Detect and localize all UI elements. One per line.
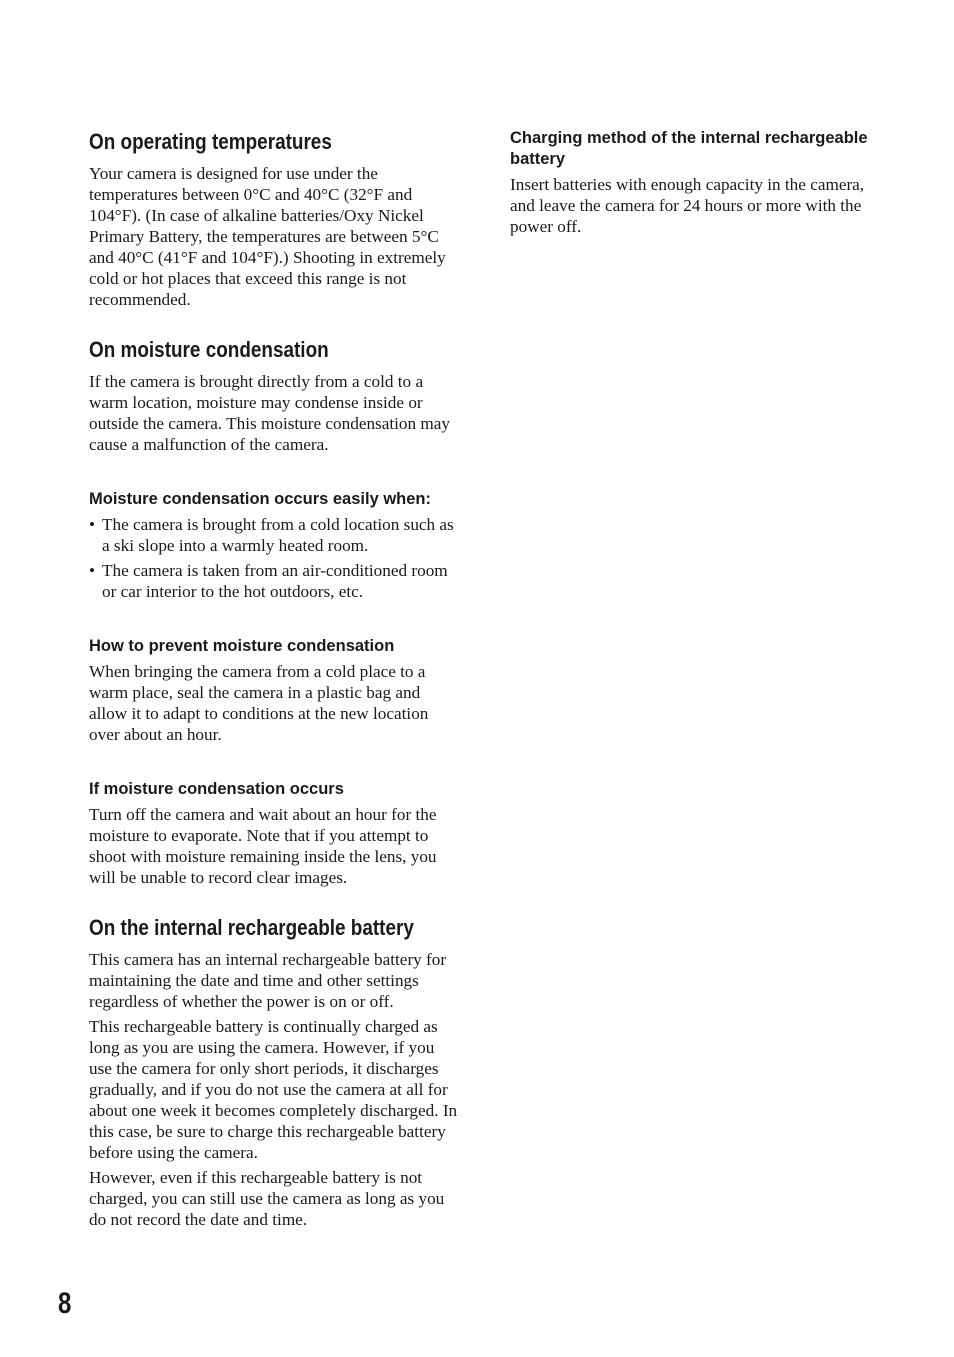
subsection-heading: How to prevent moisture condensation [89,637,395,655]
list-item-text: The camera is taken from an air-conditioned room or car interior to the hot outdoors, etc. [102,561,448,601]
list-item-text: The camera is brought from a cold location such as a ski slope into a warmly heated room. [102,515,454,555]
subsection-heading: If moisture condensation occurs [89,780,344,798]
left-column [89,128,461,1234]
paragraph: Insert batteries with enough capacity in the camera, and leave the camera for 24 hours or more with the power off. [510,175,865,236]
list-item [89,560,461,602]
list-item [89,514,461,556]
page-number: 8 [58,1287,72,1320]
section-charging-method [510,128,882,237]
paragraph: When bringing the camera from a cold place to a warm place, seal the camera in a plastic bag and allow it to adapt to conditions at the new location over about an hour. [89,662,429,744]
section-heading: On operating temperatures [89,129,332,154]
right-column [510,128,882,241]
section-heading: On moisture condensation [89,337,329,362]
section-operating-temperatures [89,128,461,310]
subsection-heading: Moisture condensation occurs easily when: [89,490,431,508]
section-internal-battery [89,914,461,1230]
paragraph: Your camera is designed for use under the temperatures between 0°C and 40°C (32°F and 104°F). (In case of alkaline batteries/Oxy Nickel Primary Battery, the temperatures are between 5°C and 40°C (41°F and 104°F).) Shooting in extremely cold or hot places that exceed this range is not recommended. [89,164,446,309]
section-heading: On the internal rechargeable battery [89,915,414,940]
bullet-icon: • [89,561,96,580]
section-moisture-condensation [89,336,461,888]
paragraph: This rechargeable battery is continually charged as long as you are using the camera. However, if you use the camera for only short periods, it discharges gradually, and if you do not use the camera at all for about one week it becomes completely discharged. In this case, be sure to charge this rechargeable battery before using the camera. [89,1017,458,1162]
subsection-heading: Charging method of the internal rechargeable battery [510,129,868,168]
paragraph: Turn off the camera and wait about an hour for the moisture to evaporate. Note that if you attempt to shoot with moisture remaining inside the lens, you will be unable to record clear images. [89,805,437,887]
bullet-icon: • [89,515,96,534]
paragraph: This camera has an internal rechargeable battery for maintaining the date and time and other settings regardless of whether the power is on or off. [89,950,447,1011]
paragraph: If the camera is brought directly from a cold to a warm location, moisture may condense inside or outside the camera. This moisture condensation may cause a malfunction of the camera. [89,372,451,454]
bullet-list [89,514,461,602]
paragraph: However, even if this rechargeable battery is not charged, you can still use the camera as long as you do not record the date and time. [89,1168,445,1229]
